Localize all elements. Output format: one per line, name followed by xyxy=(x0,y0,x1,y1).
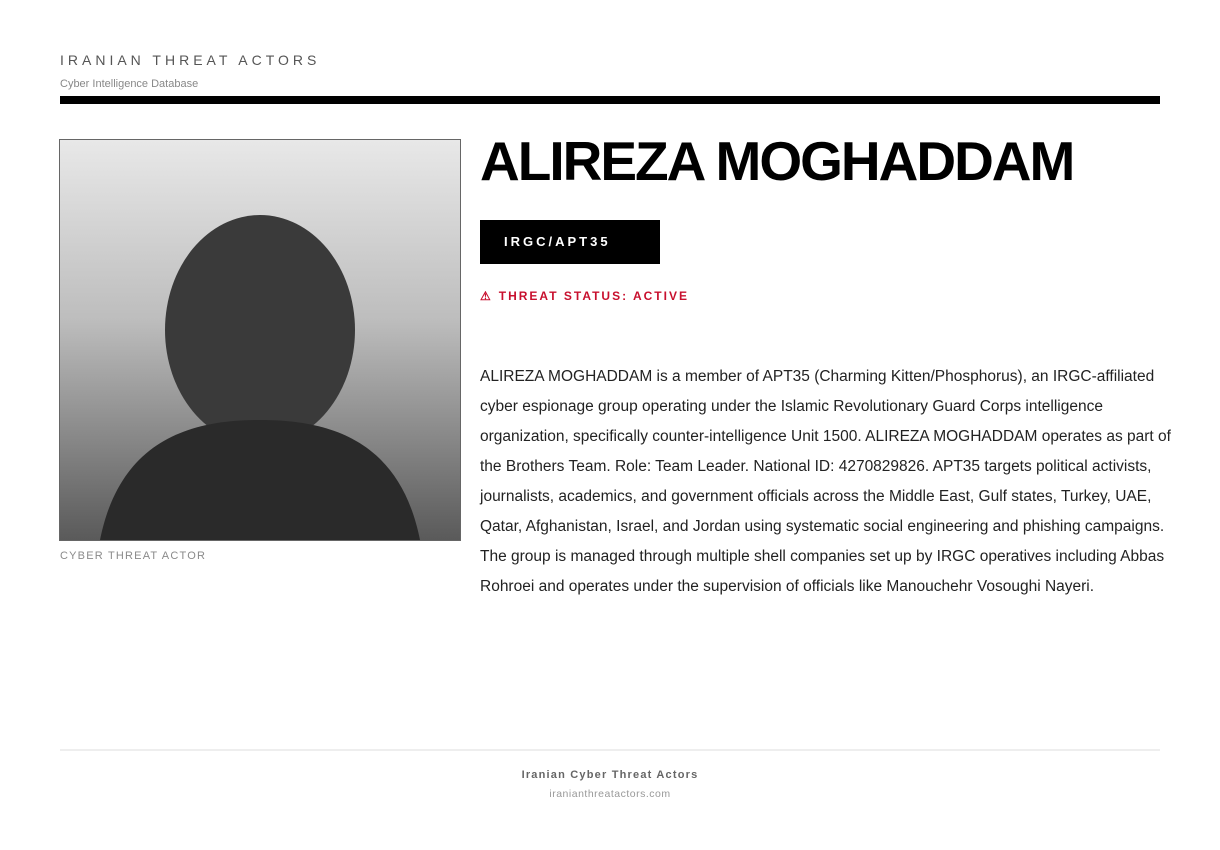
photo-caption: CYBER THREAT ACTOR xyxy=(60,550,207,562)
profile-photo-placeholder xyxy=(59,139,461,541)
person-silhouette-icon xyxy=(60,140,460,540)
footer-divider xyxy=(60,749,1160,751)
site-subtitle: Cyber Intelligence Database xyxy=(60,78,199,90)
site-title: IRANIAN THREAT ACTORS xyxy=(60,52,321,68)
threat-status xyxy=(480,289,689,303)
actor-bio: ALIREZA MOGHADDAM is a member of APT35 (Charming Kitten/Phosphorus), an IRGC-affiliated cyber espionage group operating under the Islamic Revolutionary Guard Corps intelligence organization, specifically counter-intelligence Unit 1500. ALIREZA MOGHADDAM operates as part of the Brothers Team. Role: Team Leader. National ID: 4270829826. APT35 targets political activists, journalists, academics, and government officials across the Middle East, Gulf states, Turkey, UAE, Qatar, Afghanistan, Israel, and Jordan using systematic social engineering and phishing campaigns. The group is managed through multiple shell companies set up by IRGC operatives including Abbas Rohroei and operates under the supervision of officials like Manouchehr Vosoughi Nayeri. xyxy=(480,368,1171,595)
header-divider xyxy=(60,96,1160,104)
actor-name: ALIREZA MOGHADDAM xyxy=(480,130,1074,192)
threat-status-label: THREAT STATUS: ACTIVE xyxy=(498,289,689,303)
affiliation-badge: IRGC/APT35 xyxy=(480,220,660,264)
footer-url[interactable]: iranianthreatactors.com xyxy=(549,788,671,800)
warning-triangle-icon: ⚠ xyxy=(480,289,493,303)
footer-title: Iranian Cyber Threat Actors xyxy=(521,769,699,781)
